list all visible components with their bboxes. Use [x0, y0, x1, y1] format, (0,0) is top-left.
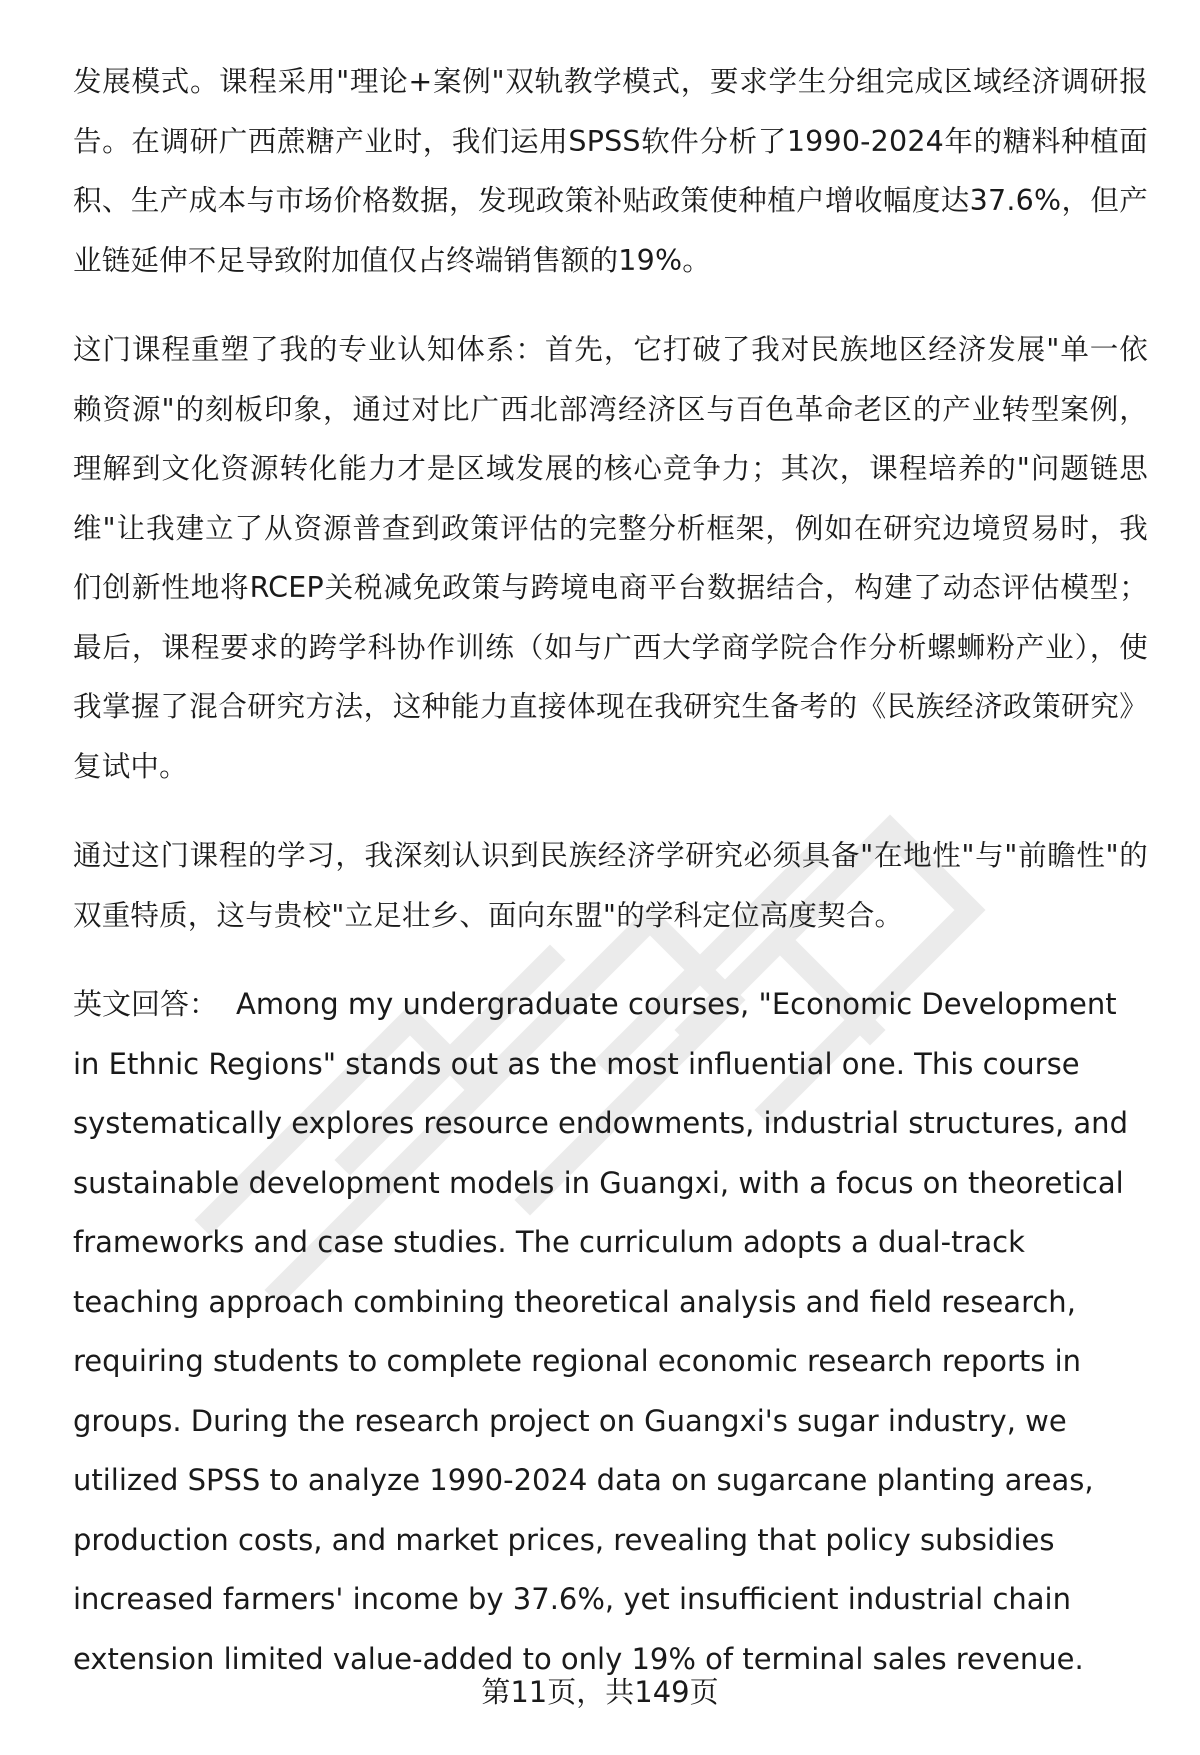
paragraph-course-impact: 这门课程重塑了我的专业认知体系：首先，它打破了我对民族地区经济发展"单一依赖资源"的刻板印象，通过对比广西北部湾经济区与百色革命老区的产业转型案例，理解到文化资源转化能力才是区域发展的核心竞争力；其次，课程培养的"问题链思维"让我建立了从资源普查到政策评估的完整分析框架，例如在研究边境贸易时，我们创新性地将RCEP关税减免政策与跨境电商平台数据结合，构建了动态评估模型；最后，课程要求的跨学科协作训练（如与广西大学商学院合作分析螺蛳粉产业），使我掌握了混合研究方法，这种能力直接体现在我研究生备考的《民族经济政策研究》复试中。	[73, 333, 1148, 783]
english-answer-label: 英文回答：	[73, 987, 219, 1021]
paragraph-conclusion: 通过这门课程的学习，我深刻认识到民族经济学研究必须具备"在地性"与"前瞻性"的双重特质，这与贵校"立足壮乡、面向东盟"的学科定位高度契合。	[73, 839, 1148, 932]
paragraph-course-description: 发展模式。课程采用"理论+案例"双轨教学模式，要求学生分组完成区域经济调研报告。在调研广西蔗糖产业时，我们运用SPSS软件分析了1990-2024年的糖料种植面积、生产成本与市场价格数据，发现政策补贴政策使种植户增收幅度达37.6%，但产业链延伸不足导致附加值仅占终端销售额的19%。	[73, 65, 1148, 277]
page-number: 第11页，共149页	[481, 1675, 719, 1709]
english-answer-text: Among my undergraduate courses, "Economic Development in Ethnic Regions" stands out as the most influential one. This course systematically explores resource endowments, industrial structures, and sustainable development models in Guangxi, with a focus on theoretical frameworks and case studies. The curriculum adopts a dual-track teaching approach combining theoretical analysis and field research, requiring students to complete regional economic research reports in groups. During the research project on Guangxi's sugar industry, we utilized SPSS to analyze 1990-2024 data on sugarcane planting areas, production costs, and market prices, revealing that policy subsidies increased farmers' income by 37.6%, yet insufficient industrial chain extension limited value-added to only 19% of terminal sales revenue.	[73, 987, 1128, 1676]
paragraph-english-answer	[73, 975, 1148, 1689]
document-body	[73, 52, 1148, 1689]
